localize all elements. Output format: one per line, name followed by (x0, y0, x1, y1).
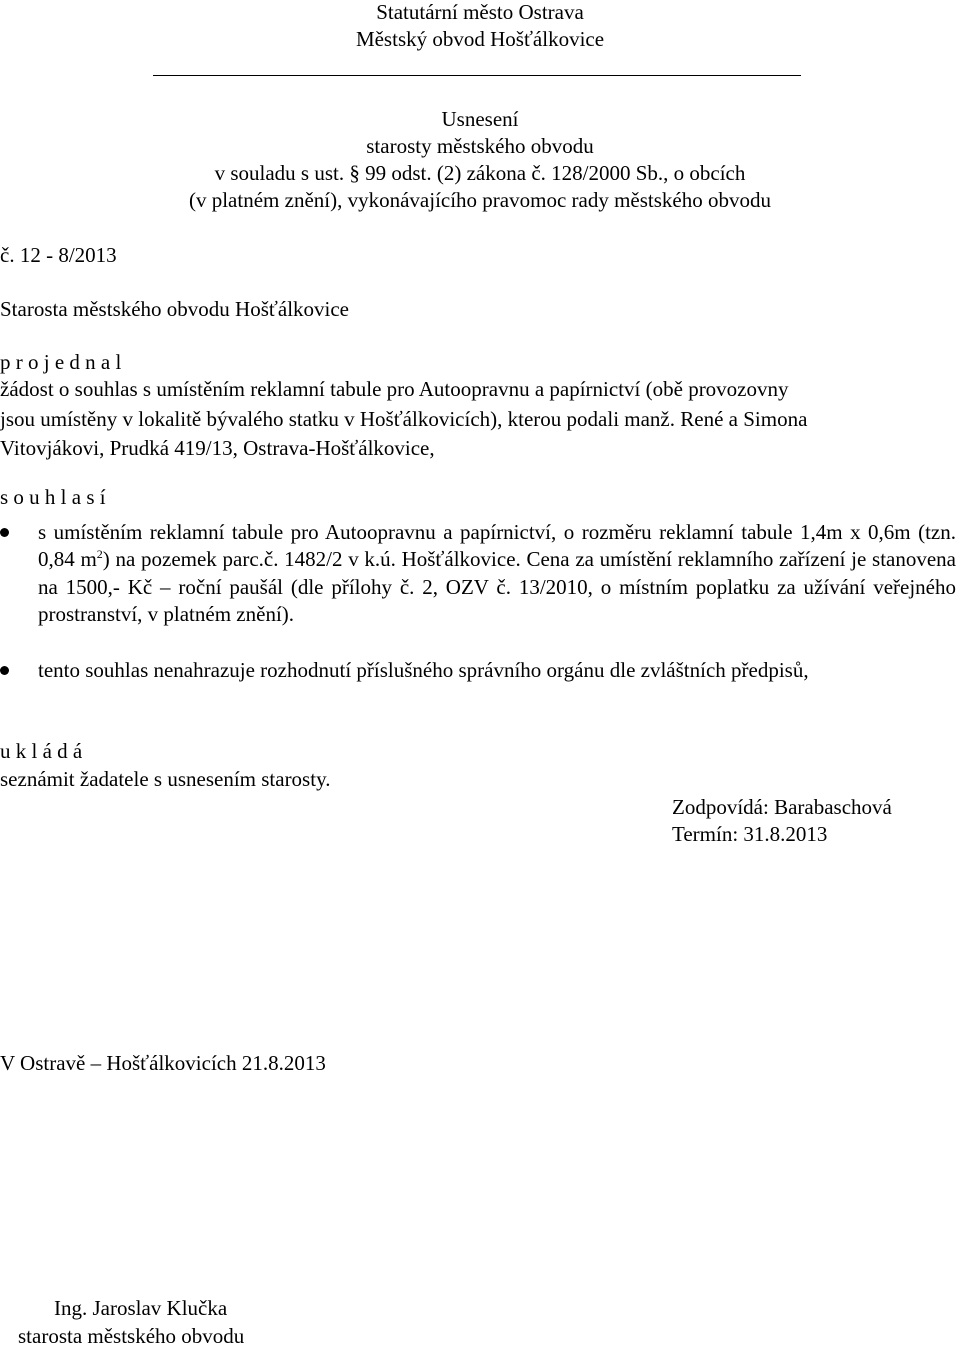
bullet-dot (0, 528, 9, 537)
agreement-item-2: tento souhlas nenahrazuje rozhodnutí příslušného správního orgánu dle zvláštních předpisů, (38, 658, 809, 682)
header-divider (153, 75, 801, 76)
deadline: Termín: 31.8.2013 (672, 822, 828, 846)
agreement-item-1 (38, 519, 956, 628)
orders-text: seznámit žadatele s usnesením starosty. (0, 767, 331, 791)
place-date: V Ostravě – Hošťálkovicích 21.8.2013 (0, 1051, 326, 1075)
legal-basis: v souladu s ust. § 99 odst. (2) zákona č. 128/2000 Sb., o obcích (214, 161, 746, 185)
bullet-dot (0, 666, 9, 675)
discussed-heading: p r o j e d n a l (0, 350, 122, 374)
legal-basis-continued: (v platném znění), vykonávajícího pravomoc rady městského obvodu (188, 188, 771, 212)
district-name: Městský obvod Hošťálkovice (355, 27, 605, 51)
superscript-2: 2 (96, 547, 103, 562)
city-name: Statutární město Ostrava (376, 0, 584, 24)
resolution-subtitle: starosty městského obvodu (366, 134, 594, 158)
resolution-title: Usnesení (441, 107, 519, 131)
discussed-text-line-1: žádost o souhlas s umístěním reklamní tabule pro Autoopravnu a papírnictví (obě provozovny (0, 377, 789, 401)
orders-heading: u k l á d á (0, 739, 83, 763)
agreement-item-1-text-cont: ) na pozemek parc.č. 1482/2 v k.ú. Hošťálkovice. Cena za umístění reklamního zařízení je stanovena na 1500,- Kč – roční paušál (dle přílohy č. 2, OZV č. 13/2010, o místním poplatku za užívání veřejného prostranství, v platném znění). (38, 547, 957, 626)
agrees-heading: s o u h l a s í (0, 485, 106, 509)
discussed-text-line-3: Vitovjákovi, Prudká 419/13, Ostrava-Hošťálkovice, (0, 436, 435, 460)
discussed-text-line-2: jsou umístěny v lokalitě bývalého statku v Hošťálkovicích), kterou podali manž. René a Simona (0, 407, 808, 431)
signatory-role: starosta městského obvodu (18, 1324, 245, 1348)
resolution-number: č. 12 - 8/2013 (0, 243, 117, 267)
agreement-item-1-text: s umístěním reklamní tabule pro Autoopravnu a papírnictví, o rozměru reklamní tabule 1,4m x 0,6m (tzn. 0,84 m (38, 520, 956, 572)
responsible-person: Zodpovídá: Barabaschová (672, 795, 892, 819)
signatory-name: Ing. Jaroslav Klučka (54, 1296, 228, 1320)
issuer: Starosta městského obvodu Hošťálkovice (0, 297, 350, 321)
